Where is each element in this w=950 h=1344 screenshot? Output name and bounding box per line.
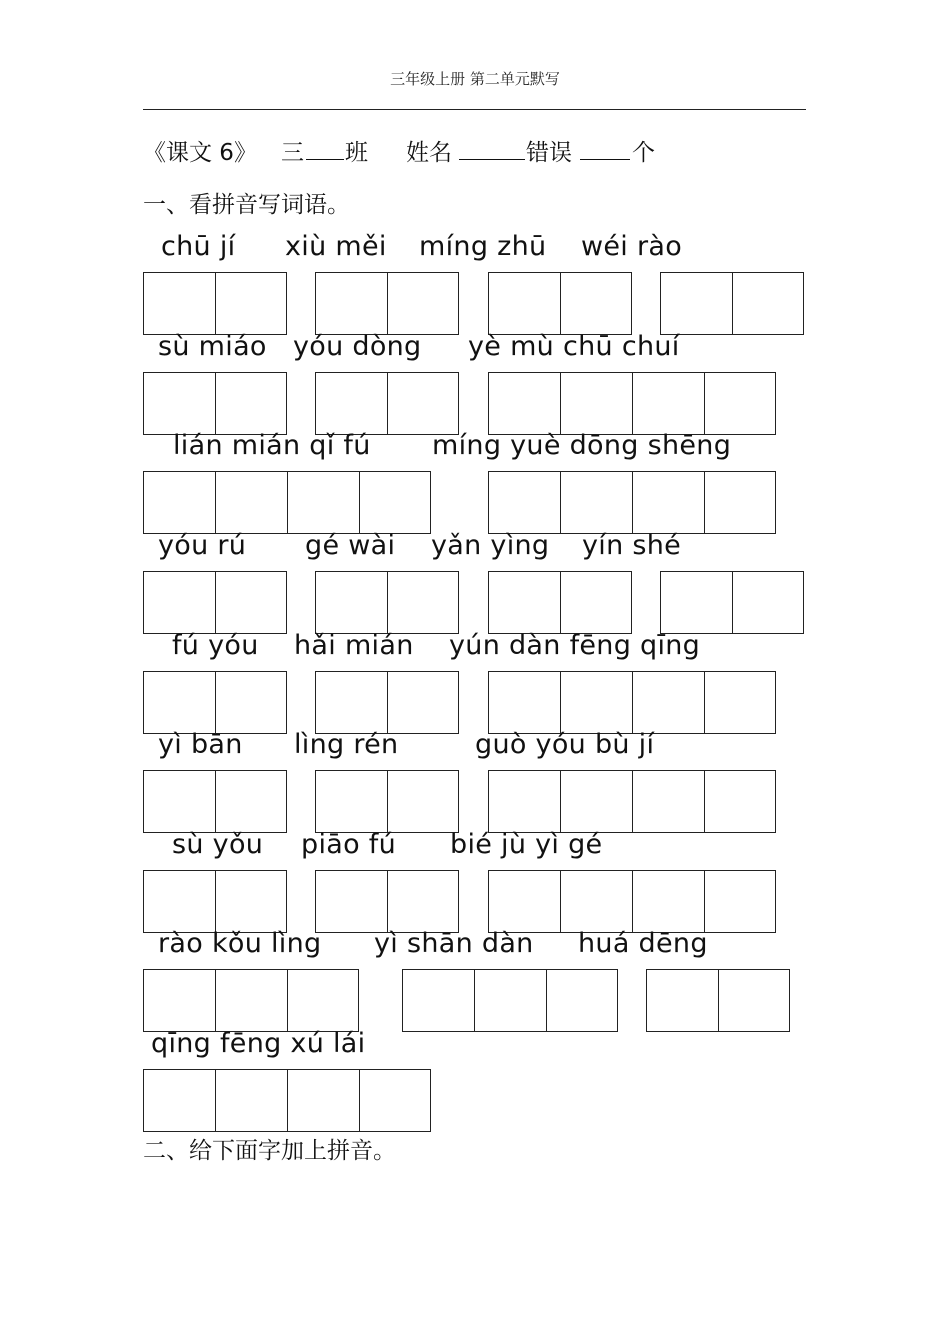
answer-box[interactable] <box>660 571 804 634</box>
word-pinyin: lìng rén <box>294 729 399 760</box>
name-blank[interactable] <box>459 134 525 160</box>
cell-divider <box>215 771 216 832</box>
cell-divider <box>215 871 216 932</box>
class-label: 班 <box>345 140 368 166</box>
cell-divider <box>387 273 388 334</box>
word-pinyin: wéi rào <box>581 231 683 262</box>
cell-divider <box>632 771 633 832</box>
answer-box[interactable] <box>143 671 287 734</box>
cell-divider <box>287 970 288 1031</box>
cell-divider <box>732 572 733 633</box>
answer-box[interactable] <box>488 671 776 734</box>
answer-box[interactable] <box>143 272 287 335</box>
section-2-title: 二、给下面字加上拼音。 <box>143 1138 396 1164</box>
cell-divider <box>215 1070 216 1131</box>
word-pinyin: bié jù yì gé <box>450 829 603 860</box>
cell-divider <box>215 273 216 334</box>
answer-box[interactable] <box>646 969 790 1032</box>
word-pinyin: yún dàn fēng qīng <box>449 630 701 661</box>
answer-box[interactable] <box>488 471 776 534</box>
answer-box[interactable] <box>143 870 287 933</box>
answer-box[interactable] <box>143 372 287 435</box>
cell-divider <box>359 472 360 533</box>
lesson-label: 《课文 6》 <box>143 140 257 166</box>
word-pinyin: yín shé <box>582 530 682 561</box>
cell-divider <box>387 771 388 832</box>
word-pinyin: míng zhū <box>419 231 547 262</box>
cell-divider <box>560 572 561 633</box>
answer-box[interactable] <box>488 272 632 335</box>
cell-divider <box>632 871 633 932</box>
cell-divider <box>287 472 288 533</box>
cell-divider <box>732 273 733 334</box>
cell-divider <box>718 970 719 1031</box>
answer-box[interactable] <box>315 571 459 634</box>
cell-divider <box>359 1070 360 1131</box>
answer-box[interactable] <box>315 770 459 833</box>
cell-divider <box>215 472 216 533</box>
header-title: 三年级上册 第二单元默写 <box>390 70 560 88</box>
word-pinyin: huá dēng <box>578 928 708 959</box>
cell-divider <box>560 672 561 733</box>
section-1-title: 一、看拼音写词语。 <box>143 192 350 218</box>
answer-box[interactable] <box>143 969 359 1032</box>
word-pinyin: lián mián qǐ fú <box>173 430 371 461</box>
cell-divider <box>704 871 705 932</box>
errors-suffix: 个 <box>632 140 655 166</box>
word-pinyin: míng yuè dōng shēng <box>432 430 732 461</box>
word-pinyin: hǎi mián <box>294 630 414 661</box>
word-pinyin: chū jí <box>161 231 236 262</box>
cell-divider <box>704 373 705 434</box>
cell-divider <box>632 373 633 434</box>
answer-box[interactable] <box>488 372 776 435</box>
cell-divider <box>215 970 216 1031</box>
errors-blank[interactable] <box>580 134 630 160</box>
cell-divider <box>546 970 547 1031</box>
word-pinyin: yì shān dàn <box>374 928 534 959</box>
word-pinyin: gé wài <box>305 530 396 561</box>
cell-divider <box>632 472 633 533</box>
header-rule <box>143 109 806 110</box>
word-pinyin: yǎn yìng <box>431 530 550 561</box>
errors-label: 错误 <box>526 140 572 166</box>
word-pinyin: yè mù chū chuí <box>468 331 680 362</box>
cell-divider <box>387 871 388 932</box>
word-pinyin: yóu dòng <box>293 331 422 362</box>
cell-divider <box>560 472 561 533</box>
word-pinyin: qīng fēng xú lái <box>151 1028 366 1059</box>
answer-box[interactable] <box>315 372 459 435</box>
word-pinyin: fú yóu <box>172 630 259 661</box>
answer-box[interactable] <box>315 870 459 933</box>
cell-divider <box>215 672 216 733</box>
word-pinyin: yì bān <box>158 729 243 760</box>
word-pinyin: sù yǒu <box>172 829 264 860</box>
cell-divider <box>387 672 388 733</box>
word-pinyin: guò yóu bù jí <box>475 729 655 760</box>
answer-box[interactable] <box>143 571 287 634</box>
word-pinyin: piāo fú <box>301 829 397 860</box>
answer-box[interactable] <box>143 1069 431 1132</box>
cell-divider <box>215 572 216 633</box>
cell-divider <box>632 672 633 733</box>
answer-box[interactable] <box>143 770 287 833</box>
cell-divider <box>387 373 388 434</box>
class-blank[interactable] <box>306 134 344 160</box>
answer-box[interactable] <box>143 471 431 534</box>
cell-divider <box>704 672 705 733</box>
grade-label: 三 <box>281 140 304 166</box>
answer-box[interactable] <box>488 770 776 833</box>
answer-box[interactable] <box>488 870 776 933</box>
answer-box[interactable] <box>402 969 618 1032</box>
name-label: 姓名 <box>406 140 452 166</box>
cell-divider <box>560 373 561 434</box>
word-pinyin: xiù měi <box>285 231 387 262</box>
cell-divider <box>704 771 705 832</box>
answer-box[interactable] <box>660 272 804 335</box>
cell-divider <box>387 572 388 633</box>
answer-box[interactable] <box>488 571 632 634</box>
cell-divider <box>704 472 705 533</box>
cell-divider <box>287 1070 288 1131</box>
cell-divider <box>560 771 561 832</box>
cell-divider <box>474 970 475 1031</box>
word-pinyin: yóu rú <box>158 530 247 561</box>
cell-divider <box>560 871 561 932</box>
cell-divider <box>215 373 216 434</box>
cell-divider <box>560 273 561 334</box>
answer-box[interactable] <box>315 671 459 734</box>
answer-box[interactable] <box>315 272 459 335</box>
word-pinyin: rào kǒu lìng <box>158 928 322 959</box>
word-pinyin: sù miáo <box>158 331 267 362</box>
